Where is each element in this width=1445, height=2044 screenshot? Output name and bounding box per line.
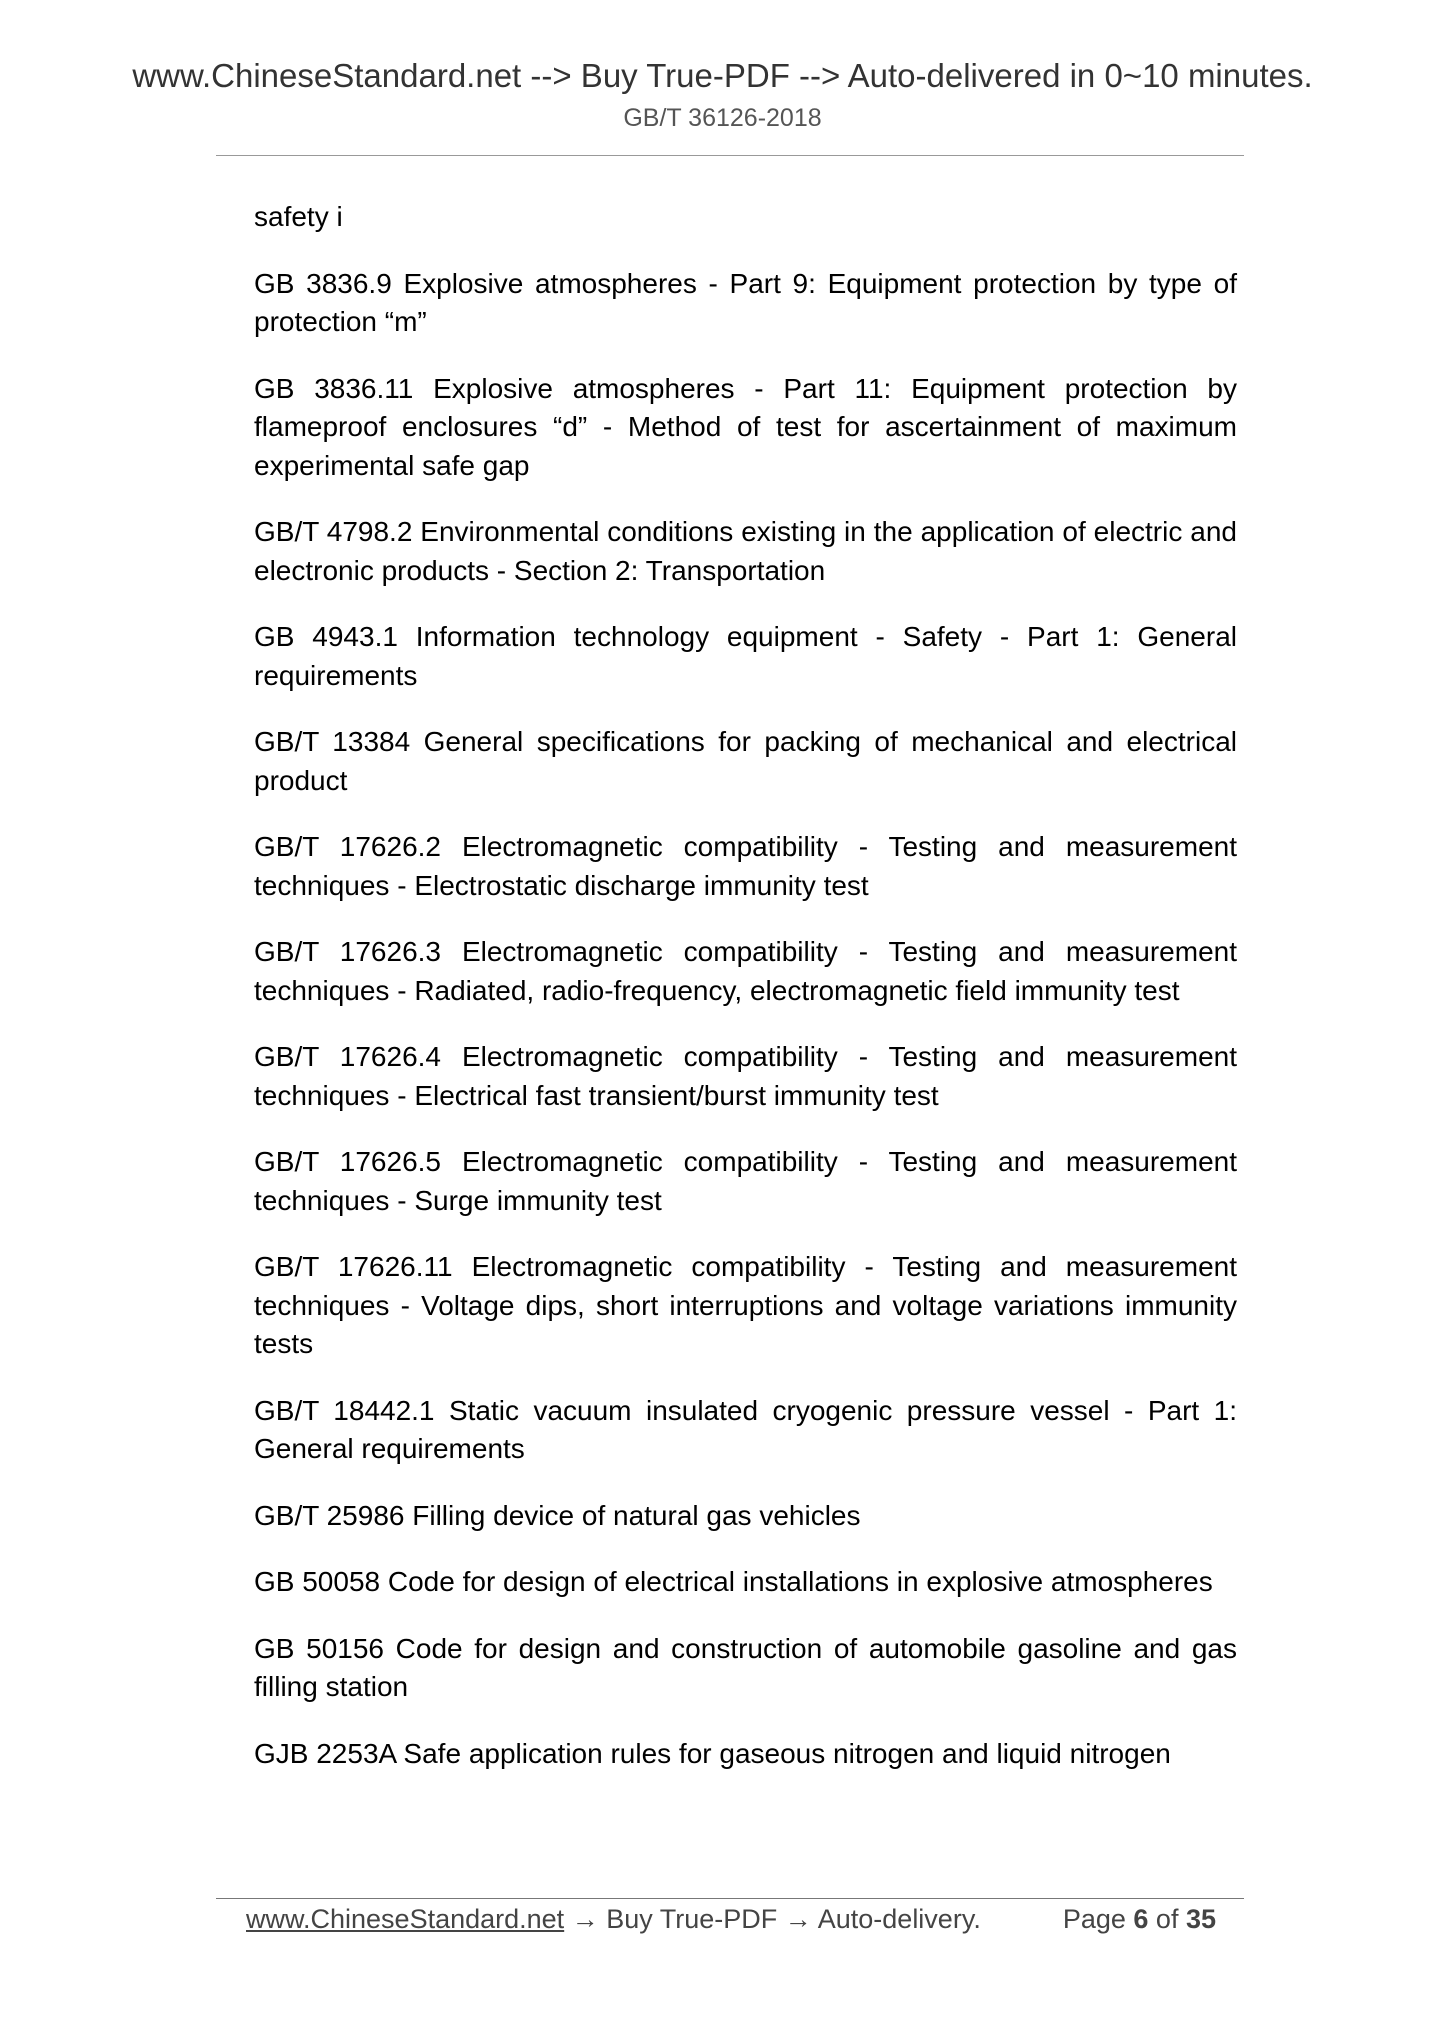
- reference-entry: GB/T 25986 Filling device of natural gas vehicles: [254, 1499, 861, 1531]
- reference-entry: GB 3836.11 Explosive atmospheres - Part 11: Equipment protection by flameproof enclosures “d” - Method of test for ascertainment of maximum experimental safe gap: [254, 372, 1237, 481]
- reference-entry: GB/T 17626.11 Electromagnetic compatibility - Testing and measurement techniques - Voltage dips, short interruptions and voltage variations immunity tests: [254, 1251, 1237, 1359]
- page-label: Page: [1062, 1904, 1134, 1934]
- reference-entry: GB 4943.1 Information technology equipment - Safety - Part 1: General requirements: [254, 621, 1237, 691]
- header-divider: [216, 155, 1244, 156]
- page-header: [0, 56, 1445, 134]
- page-number: 6: [1133, 1904, 1149, 1934]
- footer-divider: [216, 1898, 1244, 1899]
- header-banner: www.ChineseStandard.net --> Buy True-PDF --> Auto-delivered in 0~10 minutes.: [132, 57, 1313, 94]
- reference-entry: GB 3836.9 Explosive atmospheres - Part 9: Equipment protection by type of protection “m”: [254, 267, 1237, 337]
- footer-left: [246, 1901, 981, 1937]
- page-of-label: of: [1148, 1904, 1186, 1934]
- standard-code: GB/T 36126-2018: [623, 104, 822, 132]
- reference-entry: GB/T 13384 General specifications for packing of mechanical and electrical product: [254, 726, 1237, 796]
- reference-entry: GB 50156 Code for design and construction of automobile gasoline and gas filling station: [254, 1632, 1237, 1702]
- footer-site-link[interactable]: www.ChineseStandard.net: [246, 1904, 565, 1934]
- reference-entry: GB/T 17626.3 Electromagnetic compatibility - Testing and measurement techniques - Radiated, radio-frequency, electromagnetic field immunity test: [254, 936, 1237, 1006]
- reference-entry: safety i: [254, 201, 343, 232]
- footer-tagline: → Buy True-PDF → Auto-delivery.: [564, 1904, 981, 1934]
- reference-entry: GB/T 4798.2 Environmental conditions existing in the application of electric and electronic products - Section 2: Transportation: [254, 516, 1237, 586]
- page-indicator: [1063, 1901, 1216, 1937]
- reference-entry: GB/T 18442.1 Static vacuum insulated cryogenic pressure vessel - Part 1: General requirements: [254, 1394, 1237, 1464]
- reference-entry: GB/T 17626.4 Electromagnetic compatibility - Testing and measurement techniques - Electrical fast transient/burst immunity test: [254, 1041, 1237, 1111]
- reference-entry: GB 50058 Code for design of electrical installations in explosive atmospheres: [254, 1566, 1213, 1597]
- reference-list: [254, 198, 1237, 1801]
- reference-entry: GJB 2253A Safe application rules for gaseous nitrogen and liquid nitrogen: [254, 1737, 1171, 1769]
- reference-entry: GB/T 17626.2 Electromagnetic compatibility - Testing and measurement techniques - Electrostatic discharge immunity test: [254, 831, 1237, 901]
- page-total: 35: [1185, 1904, 1216, 1934]
- reference-entry: GB/T 17626.5 Electromagnetic compatibility - Testing and measurement techniques - Surge immunity test: [254, 1146, 1237, 1216]
